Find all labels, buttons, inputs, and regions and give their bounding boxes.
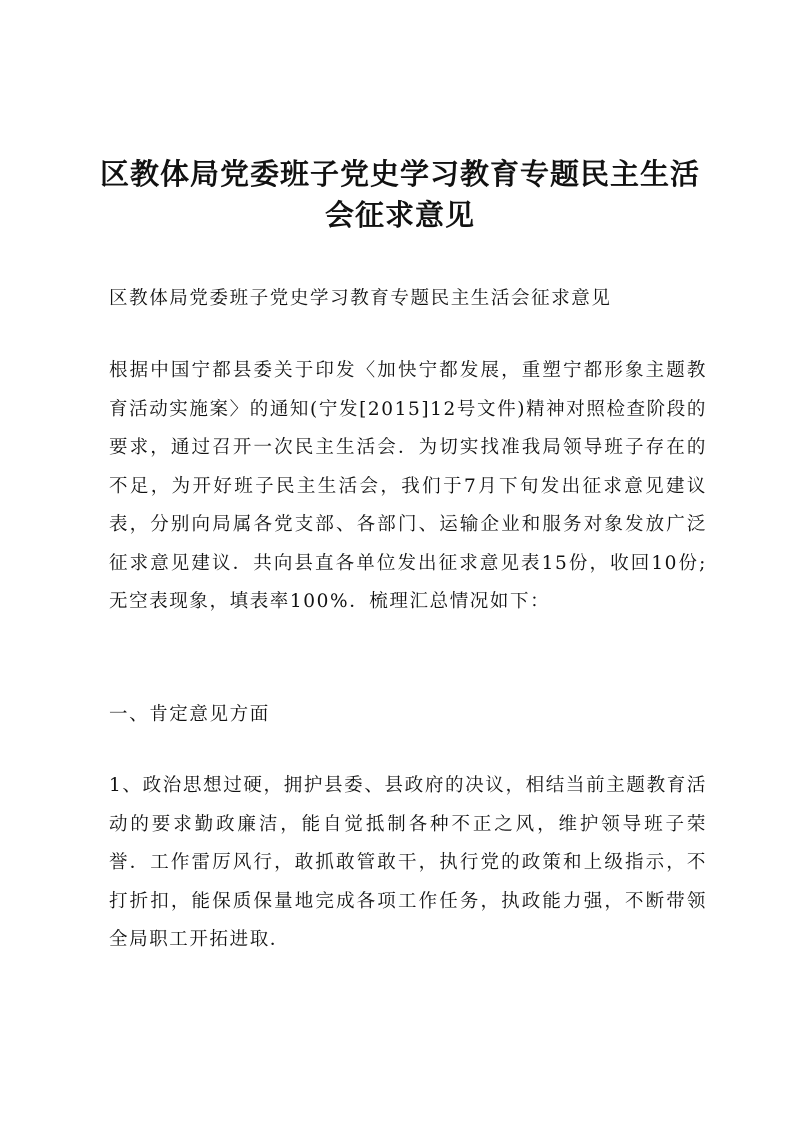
document-subtitle: 区教体局党委班子党史学习教育专题民主生活会征求意见 <box>109 288 612 309</box>
document-title: 区教体局党委班子党史学习教育专题民主生活会征求意见 <box>99 157 700 232</box>
body-paragraph-2: 1、政治思想过硬，拥护县委、县政府的决议，相结当前主题教育活动的要求勤政廉洁，能自觉抵制各种不正之风，维护领导班子荣誉．工作雷厉风行，敢抓敢管敢干，执行党的政策和上级指示，不打折扣，能保质保量地完成各项工作任务，执政能力强，不断带领全局职工开拓进取． <box>109 775 707 950</box>
section-heading-affirmative-opinions: 一、肯定意见方面 <box>109 704 270 725</box>
body-paragraph-1: 根据中国宁都县委关于印发〈加快宁都发展，重塑宁都形象主题教育活动实施案〉的通知(宁发[2015]12号文件)精神对照检查阶段的要求，通过召开一次民主生活会．为切实找准我局领导班子存在的不足，为开好班子民主生活会，我们于7月下旬发出征求意见建议表，分别向局属各党支部、各部门、运输企业和服务对象发放广泛征求意见建议．共向县直各单位发出征求意见表15份，收回10份;无空表现象，填表率100%．梳理汇总情况如下： <box>109 360 707 612</box>
